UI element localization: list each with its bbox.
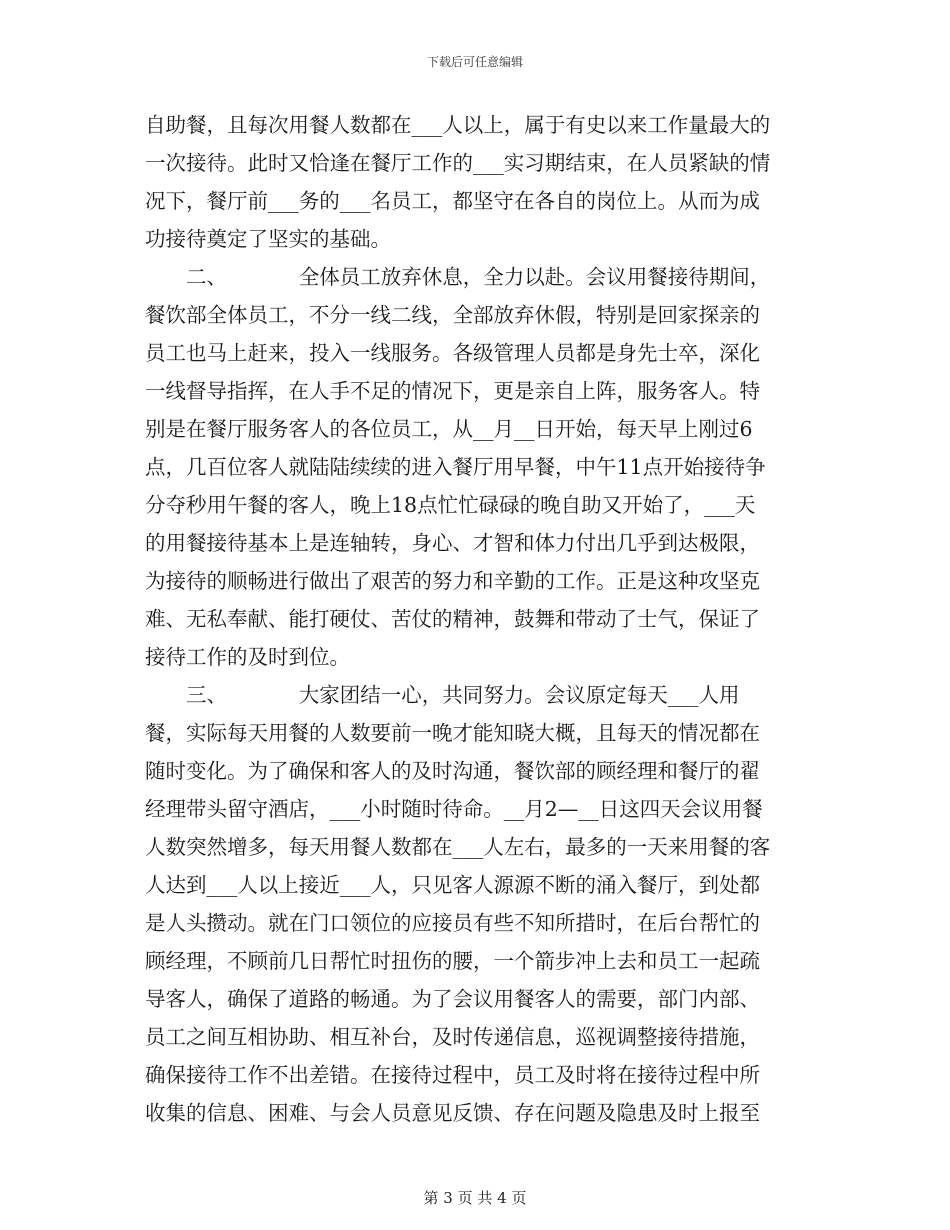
text-line: 一线督导指挥，在人手不足的情况下，更是亲自上阵，服务客人。特 [145, 379, 760, 403]
text-line: 是人头攒动。就在门口领位的应接员有些不知所措时，在后台帮忙的 [145, 911, 760, 935]
text-line: 员工也马上赶来，投入一线服务。各级管理人员都是身先士卒，深化 [145, 341, 760, 365]
text-line: 餐，实际每天用餐的人数要前一晚才能知晓大概，且每天的情况都在 [145, 721, 760, 745]
text-line: 况下，餐厅前___务的___名员工，都坚守在各自的岗位上。从而为成 [145, 189, 760, 213]
text-line: 一次接待。此时又恰逢在餐厅工作的___实习期结束，在人员紧缺的情 [145, 151, 771, 175]
page-header: 下载后可任意编辑 [426, 55, 523, 69]
text-line: 人达到___人以上接近___人，只见客人源源不断的涌入餐厅，到处都 [145, 873, 760, 897]
text-line: 自助餐，且每次用餐人数都在___人以上，属于有史以来工作量最大的 [145, 113, 771, 137]
text-line: 接待工作的及时到位。 [145, 645, 350, 669]
text-line: 别是在餐厅服务客人的各位员工，从__月__日开始，每天早上刚过6 [145, 417, 753, 441]
text-line: 功接待奠定了坚实的基础。 [145, 227, 391, 251]
text-line: 人数突然增多，每天用餐人数都在___人左右，最多的一天来用餐的客 [145, 835, 771, 859]
text-line: 经理带头留守酒店，___小时随时待命。__月2—__日这四天会议用餐 [145, 797, 763, 821]
text-line: 难、无私奉献、能打硬仗、苦仗的精神，鼓舞和带动了士气，保证了 [145, 607, 760, 631]
text-line: 二、 全体员工放弃休息，全力以赴。会议用餐接待期间， [145, 265, 771, 289]
text-line: 的用餐接待基本上是连轴转，身心、才智和体力付出几乎到达极限， [145, 531, 760, 555]
text-line: 导客人，确保了道路的畅通。为了会议用餐客人的需要，部门内部、 [145, 987, 760, 1011]
text-line: 员工之间互相协助、相互补台，及时传递信息，巡视调整接待措施， [145, 1025, 760, 1049]
text-line: 收集的信息、困难、与会人员意见反馈、存在问题及隐患及时上报至 [145, 1101, 760, 1125]
text-line: 随时变化。为了确保和客人的及时沟通，餐饮部的顾经理和餐厅的翟 [145, 759, 760, 783]
text-line: 为接待的顺畅进行做出了艰苦的努力和辛勤的工作。正是这种攻坚克 [145, 569, 760, 593]
text-line: 点，几百位客人就陆陆续续的进入餐厅用早餐，中午11点开始接待争 [145, 455, 766, 479]
text-line: 三、 大家团结一心，共同努力。会议原定每天___人用 [145, 683, 740, 707]
text-line: 顾经理，不顾前几日帮忙时扭伤的腰，一个箭步冲上去和员工一起疏 [145, 949, 760, 973]
text-line: 确保接待工作不出差错。在接待过程中，员工及时将在接待过程中所 [145, 1063, 760, 1087]
page-number: 第 3 页 共 4 页 [423, 1189, 527, 1207]
text-line: 餐饮部全体员工，不分一线二线，全部放弃休假，特别是回家探亲的 [145, 303, 760, 327]
text-line: 分夺秒用午餐的客人，晚上18点忙忙碌碌的晚自助又开始了，___天 [145, 493, 756, 517]
